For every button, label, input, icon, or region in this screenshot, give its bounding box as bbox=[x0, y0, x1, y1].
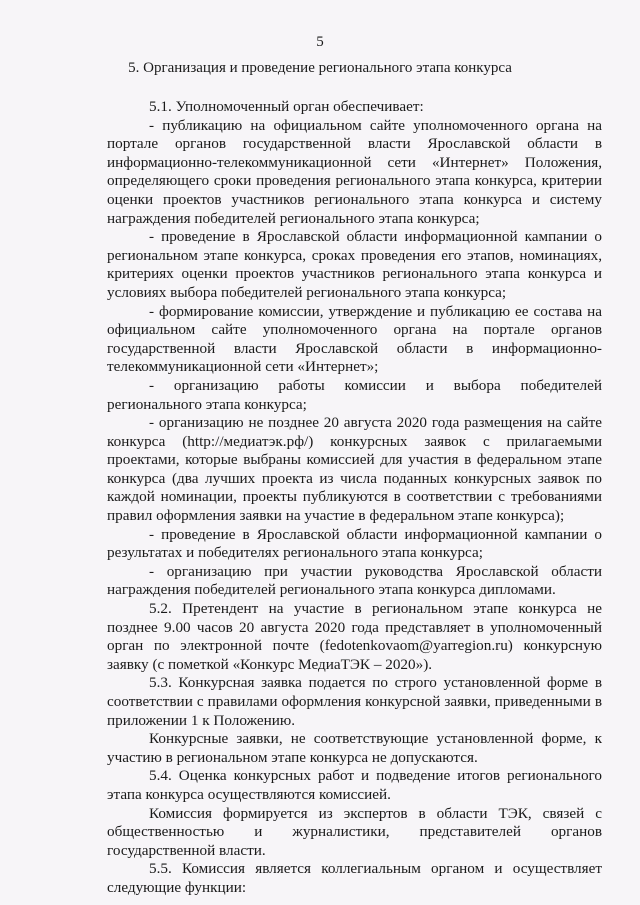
page-number: 5 bbox=[316, 34, 324, 50]
paragraph-5-4-commission: Комиссия формируется из экспертов в области ТЭК, связей с общественностью и журналистики, представителей органов государственной власти. bbox=[107, 804, 602, 859]
paragraph-5-5: 5.5. Комиссия является коллегиальным органом и осуществляет следующие функции: bbox=[107, 860, 602, 896]
paragraph-5-3-note: Конкурсные заявки, не соответствующие установленной форме, к участию в региональном этапе конкурса не допускаются. bbox=[107, 730, 602, 766]
list-item-commission-formation: - формирование комиссии, утверждение и публикацию ее состава на официальном сайте уполномоченного органа на портале органов государственной власти Ярославской области в информационно-телекоммуникационной сети «Интернет»; bbox=[107, 302, 602, 376]
list-item-commission-work: - организацию работы комиссии и выбора победителей регионального этапа конкурса; bbox=[107, 376, 602, 413]
list-item-publication: - публикацию на официальном сайте уполномоченного органа на портале органов государственной власти Ярославской области в информационно-телекоммуникационной сети «Интернет» Положения, определяющего сроки проведения регионального этапа конкурса, критерии оценки проектов участников регионального этапа конкурса и систему награждения победителей регионального этапа конкурса; bbox=[107, 116, 602, 227]
paragraph-5-2: 5.2. Претендент на участие в региональном этапе конкурса не позднее 9.00 часов 20 августа 2020 года представляет в уполномоченный орган по электронной почте (fedotenkovaom@yarregion.ru) конкурсную заявку (с пометкой «Конкурс МедиаТЭК – 2020»). bbox=[107, 600, 602, 673]
list-item-application-posting: - организацию не позднее 20 августа 2020 года размещения на сайте конкурса (http://медиатэк.рф/) конкурсных заявок с прилагаемыми проектами, которые выбраны комиссией для участия в федеральном этапе конкурса (два лучших проекта из числа поданных конкурсных заявок по каждой номинации, проекты публикуются в соответствии с требованиями правил оформления заявки на участие в федеральном этапе конкурса); bbox=[107, 414, 602, 525]
list-item-info-campaign: - проведение в Ярославской области информационной кампании о региональном этапе конкурса, сроках проведения его этапов, номинациях, критериях оценки проектов участников регионального этапа конкурса и условиях выбора победителей регионального этапа конкурса; bbox=[107, 228, 602, 301]
paragraph-5-3: 5.3. Конкурсная заявка подается по строго установленной форме в соответствии с правилами оформления конкурсной заявки, приведенными в приложении 1 к Положению. bbox=[107, 674, 602, 729]
document-body bbox=[107, 98, 602, 898]
paragraph-5-1: 5.1. Уполномоченный орган обеспечивает: bbox=[149, 98, 424, 115]
paragraph-5-4: 5.4. Оценка конкурсных работ и подведение итогов регионального этапа конкурса осуществляются комиссией. bbox=[107, 767, 602, 803]
list-item-results-campaign: - проведение в Ярославской области информационной кампании о результатах и победителях регионального этапа конкурса; bbox=[107, 525, 602, 562]
list-item-awarding: - организацию при участии руководства Ярославской области награждения победителей регионального этапа конкурса дипломами. bbox=[107, 562, 602, 599]
section-heading: 5. Организация и проведение регионального этапа конкурса bbox=[128, 60, 512, 76]
